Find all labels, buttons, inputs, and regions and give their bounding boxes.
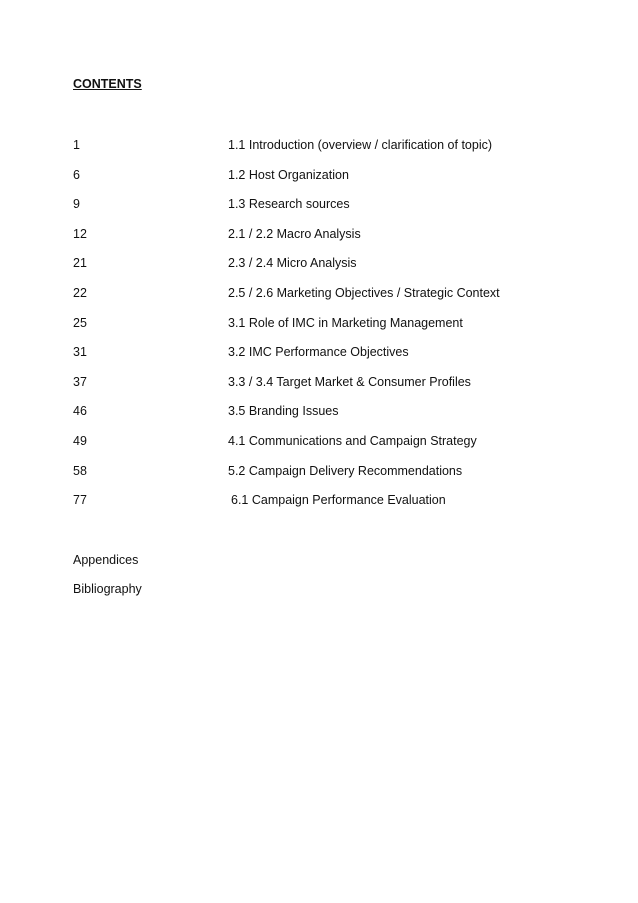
toc-page-number: 22	[73, 285, 87, 300]
toc-entry-title: 3.3 / 3.4 Target Market & Consumer Profiles	[228, 374, 471, 389]
toc-list	[73, 137, 500, 522]
toc-entry-title: 3.2 IMC Performance Objectives	[228, 345, 409, 360]
toc-entry	[73, 463, 500, 493]
toc-entry	[73, 492, 500, 522]
toc-entry	[73, 374, 500, 404]
toc-entry-title: 2.5 / 2.6 Marketing Objectives / Strategic Context	[228, 285, 500, 300]
toc-page-number: 77	[73, 493, 87, 508]
toc-page-number: 21	[73, 256, 87, 271]
toc-entry	[73, 137, 500, 167]
toc-entry-title: 3.1 Role of IMC in Marketing Management	[228, 315, 463, 330]
toc-entry-title: 4.1 Communications and Campaign Strategy	[228, 433, 477, 448]
toc-entry	[73, 255, 500, 285]
toc-page-number: 9	[73, 197, 80, 212]
toc-page-number: 58	[73, 463, 87, 478]
toc-page-number: 6	[73, 167, 80, 182]
toc-page-number: 46	[73, 404, 87, 419]
appendices-label: Appendices	[73, 553, 139, 567]
toc-page-number: 49	[73, 433, 87, 448]
toc-entry	[73, 315, 500, 345]
toc-page-number: 1	[73, 138, 80, 152]
toc-entry	[73, 196, 500, 226]
toc-entry	[73, 344, 500, 374]
toc-entry-title: 2.1 / 2.2 Macro Analysis	[228, 226, 361, 241]
toc-entry-title: 3.5 Branding Issues	[228, 404, 339, 419]
toc-page-number: 25	[73, 315, 87, 330]
toc-entry	[73, 433, 500, 463]
toc-entry	[73, 226, 500, 256]
toc-page-number: 31	[73, 345, 87, 360]
back-matter-list	[73, 552, 142, 610]
toc-entry-title: 6.1 Campaign Performance Evaluation	[231, 493, 446, 508]
toc-entry	[73, 403, 500, 433]
toc-page-number: 12	[73, 226, 87, 241]
toc-entry-title: 2.3 / 2.4 Micro Analysis	[228, 256, 357, 271]
bibliography-label: Bibliography	[73, 582, 142, 596]
toc-entry-title: 5.2 Campaign Delivery Recommendations	[228, 463, 463, 478]
toc-page-number: 37	[73, 374, 87, 389]
toc-entry-title: 1.2 Host Organization	[228, 167, 349, 182]
toc-entry-title: 1.1 Introduction (overview / clarification of topic)	[228, 138, 493, 152]
toc-entry-title: 1.3 Research sources	[228, 197, 350, 212]
toc-entry	[73, 167, 500, 197]
toc-entry	[73, 285, 500, 315]
contents-heading: CONTENTS	[73, 77, 142, 91]
